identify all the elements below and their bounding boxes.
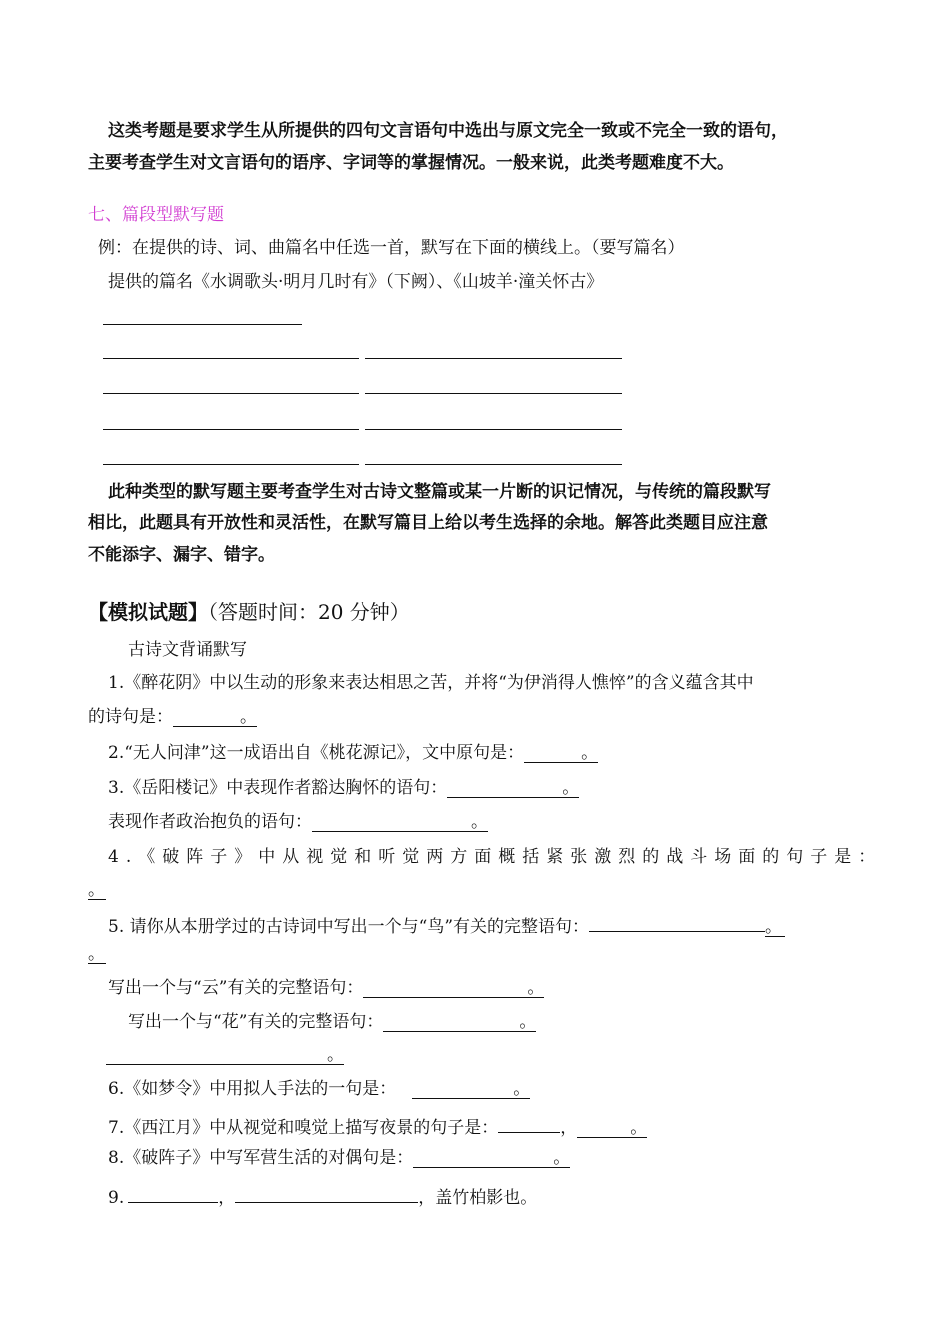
period: 。 (630, 1118, 648, 1138)
question-3b (108, 814, 488, 832)
explain-line-3: 不能添字、漏字、错字。 (88, 545, 275, 565)
mock-time: （答题时间：20 分钟） (208, 600, 410, 624)
answer-line[interactable] (103, 429, 359, 430)
question-9-end: 盖竹柏影也。 (435, 1188, 538, 1208)
question-7-label: 7.《西江月》中从视觉和嗅觉上描写夜景的句子是： (108, 1118, 499, 1138)
answer-blank[interactable] (128, 1185, 218, 1203)
question-2 (108, 745, 598, 763)
question-1-cont (88, 709, 257, 727)
answer-blank[interactable] (412, 1081, 530, 1099)
question-4: 4.《破阵子》中从视觉和听觉两方面概括紧张激烈的战斗场面的句子是： (108, 847, 883, 867)
answer-blank[interactable] (88, 882, 106, 900)
answer-line[interactable] (103, 324, 302, 325)
period: 。 (581, 743, 599, 763)
answer-blank[interactable] (765, 919, 785, 937)
explain-line-1: 此种类型的默写题主要考查学生对古诗文整篇或某一片断的识记情况，与传统的篇段默写 (108, 482, 771, 502)
period: 。 (471, 812, 488, 832)
answer-blank[interactable] (498, 1115, 560, 1133)
answer-line[interactable] (365, 358, 622, 359)
question-5b-label: 写出一个与“云”有关的完整语句： (108, 978, 364, 998)
question-1: 1.《醉花阴》中以生动的形象来表达相思之苦，并将“为伊消得人憔悴”的含义蕴含其中 (108, 673, 754, 693)
period: 。 (527, 978, 545, 998)
answer-line[interactable] (103, 464, 359, 465)
answer-line[interactable] (365, 464, 622, 465)
question-5b (108, 980, 544, 998)
question-8-label: 8.《破阵子》中写军营生活的对偶句是： (108, 1148, 414, 1168)
intro-line-2: 主要考查学生对文言语句的语序、字词等的掌握情况。一般来说，此类考题难度不大。 (88, 153, 734, 173)
question-9 (108, 1185, 537, 1207)
period: 。 (562, 778, 580, 798)
comma: ， (418, 1188, 436, 1208)
example-text: 例：在提供的诗、词、曲篇名中任选一首，默写在下面的横线上。（要写篇名） (98, 238, 685, 258)
answer-blank[interactable] (524, 745, 598, 763)
question-3-label: 3.《岳阳楼记》中表现作者豁达胸怀的语句： (108, 778, 448, 798)
question-8 (108, 1150, 570, 1168)
question-3b-label: 表现作者政治抱负的语句： (108, 812, 312, 832)
answer-blank[interactable] (413, 1150, 570, 1168)
intro-line-1: 这类考题是要求学生从所提供的四句文言语句中选出与原文完全一致或不完全一致的语句， (108, 121, 788, 141)
answer-blank[interactable] (363, 980, 544, 998)
question-2-label: 2.“无人问津”这一成语出自《桃花源记》，文中原句是： (108, 743, 525, 763)
answer-line[interactable] (365, 429, 622, 430)
comma: ， (560, 1118, 578, 1138)
answer-blank[interactable] (106, 1047, 344, 1065)
answer-line[interactable] (103, 393, 359, 394)
explain-line-2: 相比，此题具有开放性和灵活性，在默写篇目上给以考生选择的余地。解答此类题目应注意 (88, 513, 768, 533)
answer-blank[interactable] (447, 780, 579, 798)
period: 。 (240, 707, 257, 727)
question-9-label: 9. (108, 1188, 125, 1208)
answer-blank[interactable] (383, 1014, 536, 1032)
titles-text: 提供的篇名《水调歌头·明月几时有》（下阙）、《山坡羊·潼关怀古》 (108, 272, 604, 292)
question-6-label: 6.《如梦令》中用拟人手法的一句是： (108, 1079, 397, 1099)
answer-blank[interactable] (577, 1120, 647, 1138)
answer-blank[interactable] (589, 914, 765, 932)
period: 。 (765, 917, 783, 937)
answer-blank[interactable] (235, 1185, 418, 1203)
answer-blank[interactable] (88, 946, 106, 964)
period: 。 (519, 1012, 537, 1032)
answer-blank[interactable] (173, 709, 257, 727)
period: 。 (88, 880, 105, 900)
answer-blank[interactable] (312, 814, 488, 832)
period: 。 (327, 1045, 344, 1065)
mock-heading-row (88, 602, 410, 622)
answer-line[interactable] (365, 393, 622, 394)
mock-subtitle: 古诗文背诵默写 (128, 640, 247, 660)
question-5c-label: 写出一个与“花”有关的完整语句： (128, 1012, 384, 1032)
comma: ， (218, 1188, 236, 1208)
question-5c (128, 1014, 536, 1032)
question-5c-cont (106, 1047, 344, 1065)
question-5-label: 5. 请你从本册学过的古诗词中写出一个与“鸟”有关的完整语句： (108, 917, 590, 937)
question-6 (108, 1081, 530, 1099)
mock-heading: 【模拟试题】 (88, 600, 208, 624)
question-3 (108, 780, 579, 798)
section-heading: 七、篇段型默写题 (88, 205, 224, 225)
answer-line[interactable] (103, 358, 359, 359)
period: 。 (88, 944, 105, 964)
period: 。 (553, 1148, 571, 1168)
question-7 (108, 1115, 647, 1138)
question-1-label: 的诗句是： (88, 707, 173, 727)
question-4-answer (88, 882, 106, 900)
question-5 (108, 914, 785, 937)
period: 。 (513, 1079, 531, 1099)
question-5-cont (88, 946, 106, 964)
